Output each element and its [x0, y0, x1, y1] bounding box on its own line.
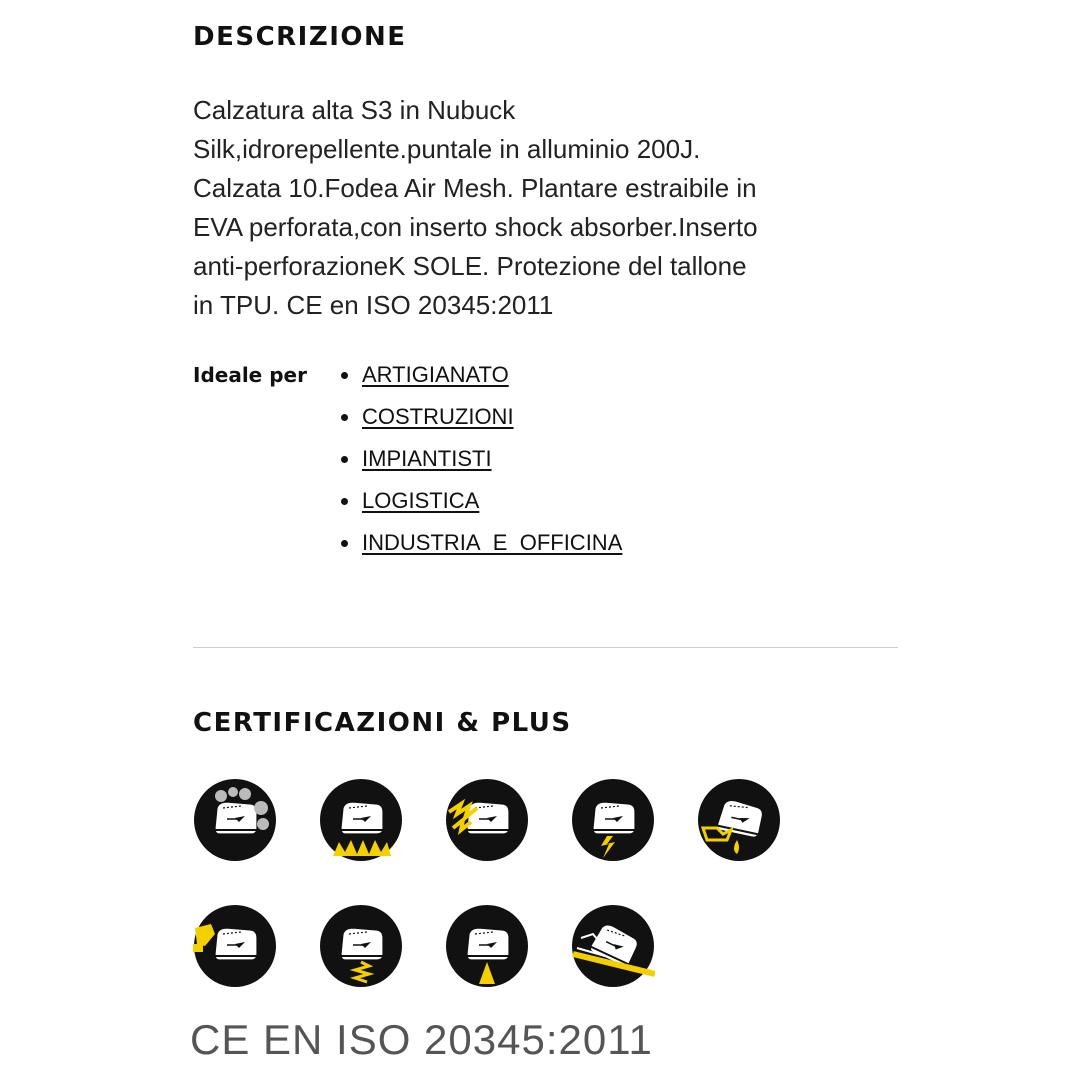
- ideal-for-label: Ideale per: [193, 363, 307, 387]
- description-line: Calzata 10.Fodea Air Mesh. Plantare estraibile in: [193, 173, 757, 203]
- ideal-for-link-artigianato[interactable]: ARTIGIANATO: [362, 362, 509, 387]
- energy-absorption-heel-icon: [571, 778, 655, 862]
- ideal-for-link-industria-e-officina[interactable]: INDUSTRIA_E_OFFICINA: [362, 530, 623, 555]
- section-divider: [193, 647, 898, 648]
- antistatic-icon: [445, 778, 529, 862]
- description-line: EVA perforata,con inserto shock absorber.Inserto: [193, 212, 758, 242]
- heat-resistant-sole-icon: [319, 778, 403, 862]
- list-item: [340, 486, 622, 528]
- description-line: Silk,idrorepellente.puntale in alluminio 200J.: [193, 134, 701, 164]
- certifications-heading: CERTIFICAZIONI & PLUS: [193, 708, 572, 738]
- toe-cap-protection-icon: [193, 904, 277, 988]
- anti-perforation-icon: [445, 904, 529, 988]
- ideal-for-link-logistica[interactable]: LOGISTICA: [362, 488, 480, 513]
- water-resistant-icon: [193, 778, 277, 862]
- list-item: [340, 444, 622, 486]
- ideal-for-list: [340, 360, 622, 570]
- list-item: [340, 402, 622, 444]
- ideal-for-link-costruzioni[interactable]: COSTRUZIONI: [362, 404, 514, 429]
- ideal-for-link-impiantisti[interactable]: IMPIANTISTI: [362, 446, 492, 471]
- description-text: [193, 91, 833, 325]
- oil-resistant-sole-icon: [697, 778, 781, 862]
- slip-resistant-icon: [571, 904, 655, 988]
- certification-standard: CE EN ISO 20345:2011: [190, 1016, 653, 1063]
- shock-absorber-icon: [319, 904, 403, 988]
- list-item: [340, 528, 622, 570]
- list-item: [340, 360, 622, 402]
- description-heading: DESCRIZIONE: [193, 22, 407, 52]
- description-line: anti-perforazioneK SOLE. Protezione del tallone: [193, 251, 747, 281]
- description-line: in TPU. CE en ISO 20345:2011: [193, 290, 554, 320]
- description-line: Calzatura alta S3 in Nubuck: [193, 95, 516, 125]
